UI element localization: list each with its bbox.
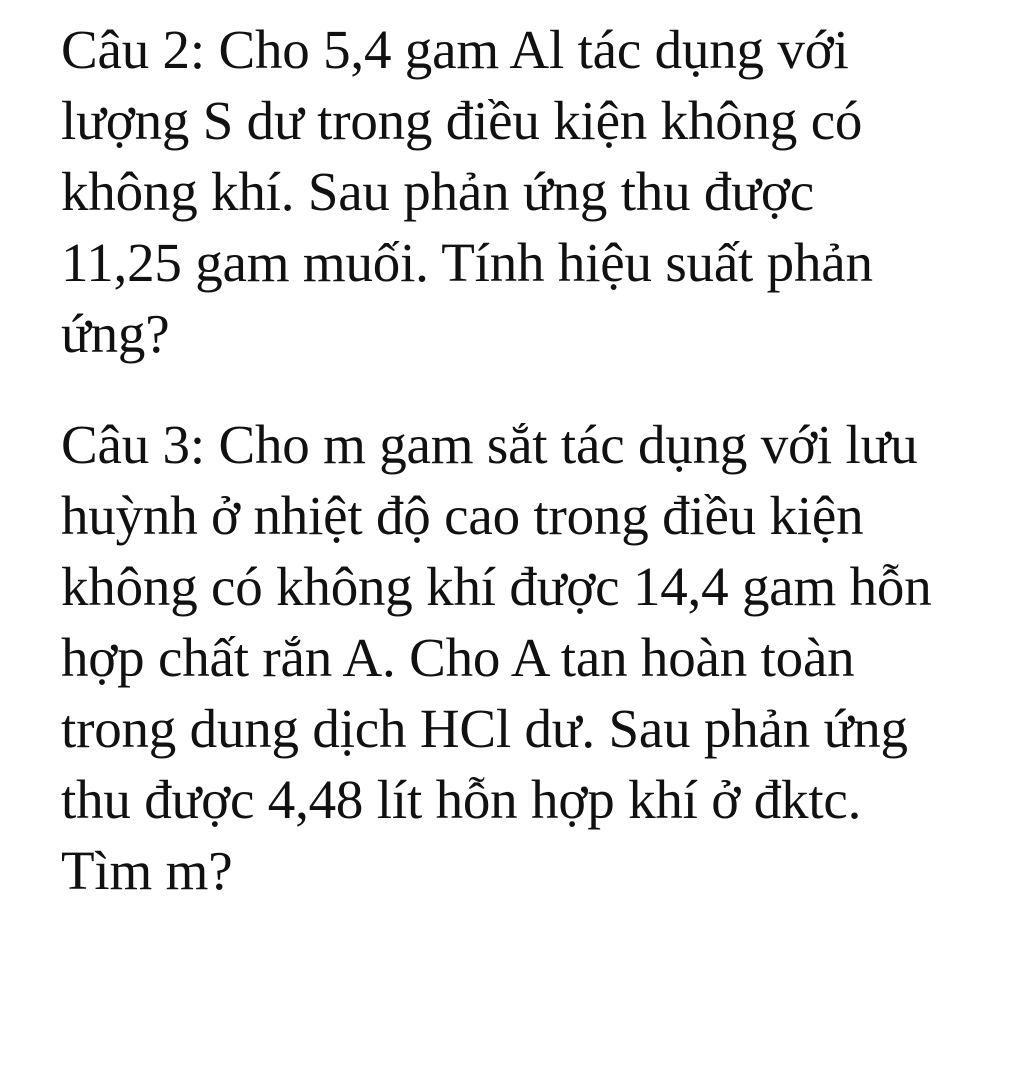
question-3-line: Tìm m? (61, 840, 233, 901)
question-2-line: Câu 2: Cho 5,4 gam Al tác dụng với (61, 19, 849, 80)
question-2-line: ứng? (61, 303, 170, 364)
question-2-line: không khí. Sau phản ứng thu được (61, 161, 814, 222)
question-2-line: 11,25 gam muối. Tính hiệu suất phản (61, 232, 873, 293)
question-3-line: hợp chất rắn A. Cho A tan hoàn toàn (61, 627, 855, 688)
question-3-line: trong dung dịch HCl dư. Sau phản ứng (61, 698, 908, 759)
question-3-line: thu được 4,48 lít hỗn hợp khí ở đktc. (61, 769, 862, 830)
question-3-line: không có không khí được 14,4 gam hỗn (61, 556, 932, 617)
question-2 (61, 14, 961, 369)
question-3-line: Câu 3: Cho m gam sắt tác dụng với lưu (61, 414, 918, 475)
question-3-line: huỳnh ở nhiệt độ cao trong điều kiện (61, 485, 864, 546)
question-3 (61, 409, 961, 906)
question-2-line: lượng S dư trong điều kiện không có (61, 90, 863, 151)
document-page (61, 14, 961, 906)
